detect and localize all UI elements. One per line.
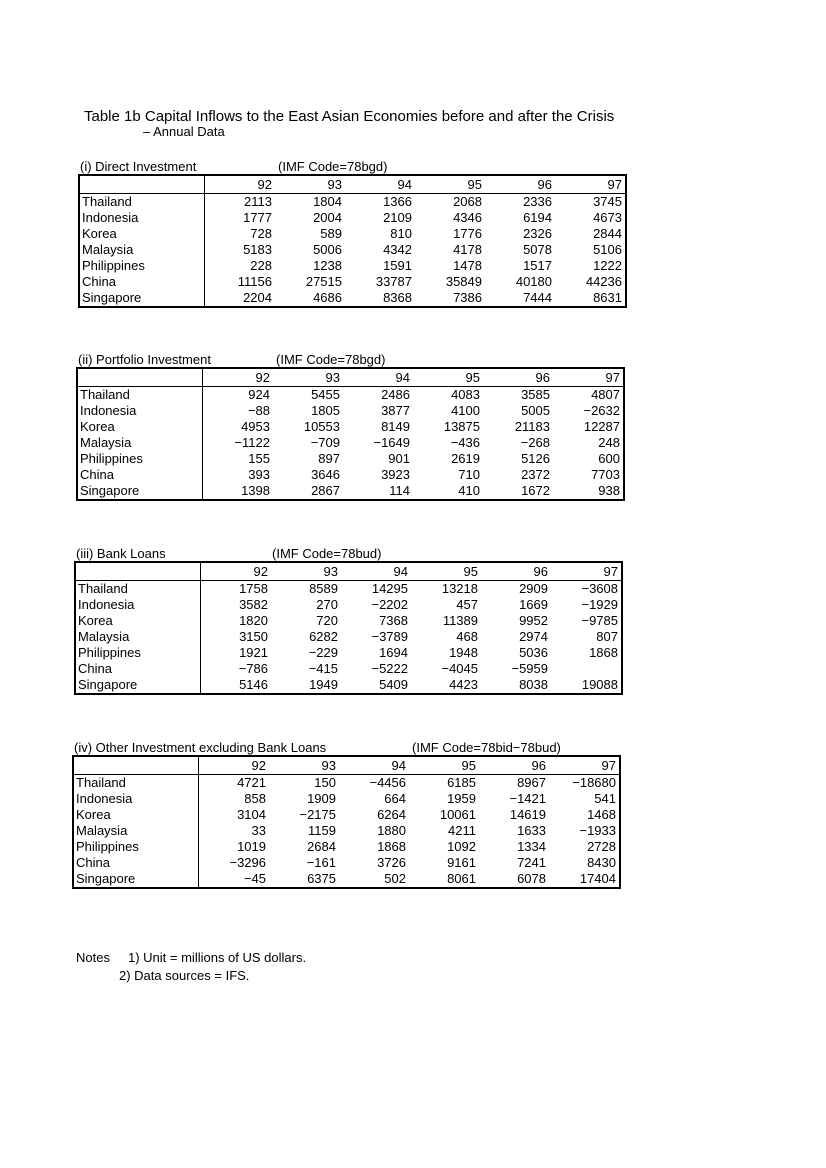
header-row <box>73 756 620 775</box>
value-cell: 6194 <box>523 210 552 225</box>
table-row <box>75 677 622 694</box>
table-row <box>79 210 626 226</box>
year-header: 96 <box>485 175 555 194</box>
value-cell: 924 <box>248 387 270 402</box>
value-cell: 2486 <box>381 387 410 402</box>
year-header: 92 <box>205 175 276 194</box>
table-row <box>79 274 626 290</box>
value-cell: 1092 <box>447 839 476 854</box>
value-cell <box>551 661 622 677</box>
value-cell: 13875 <box>443 419 480 434</box>
value-cell: 664 <box>384 791 406 806</box>
country-name: Singapore <box>75 677 201 694</box>
value-cell: 3726 <box>377 855 406 870</box>
country-name: Malaysia <box>79 242 205 258</box>
year-header: 94 <box>339 756 409 775</box>
value-cell: 1777 <box>243 210 272 225</box>
value-cell: 468 <box>456 629 478 644</box>
table-row <box>77 483 624 500</box>
value-cell: 4423 <box>449 677 478 692</box>
country-name: Indonesia <box>77 403 203 419</box>
value-cell: 1776 <box>453 226 482 241</box>
value-cell: 4346 <box>453 210 482 225</box>
table-row <box>75 629 622 645</box>
table-row <box>77 435 624 451</box>
country-name: Thailand <box>73 775 199 792</box>
value-cell: 27515 <box>305 274 342 289</box>
country-name: Singapore <box>73 871 199 888</box>
value-cell: 1366 <box>383 194 412 209</box>
value-cell: 807 <box>596 629 618 644</box>
value-cell: 6375 <box>307 871 336 886</box>
value-cell: −1421 <box>509 791 546 806</box>
section-name: (iv) Other Investment excluding Bank Loans <box>74 740 327 755</box>
value-cell: 3877 <box>381 403 410 418</box>
country-name: Singapore <box>77 483 203 500</box>
value-cell: 1805 <box>311 403 340 418</box>
country-name: Philippines <box>73 839 199 855</box>
country-name: Philippines <box>77 451 203 467</box>
header-row <box>77 368 624 387</box>
value-cell: 14619 <box>509 807 546 822</box>
value-cell: −2632 <box>583 403 620 418</box>
data-table <box>76 367 625 501</box>
value-cell: −3608 <box>581 581 618 596</box>
value-cell: 14295 <box>371 581 408 596</box>
section-heading <box>78 159 627 174</box>
header-row <box>75 562 622 581</box>
value-cell: 938 <box>598 483 620 498</box>
year-header: 93 <box>273 368 343 387</box>
value-cell: 9952 <box>519 613 548 628</box>
table-row <box>73 807 620 823</box>
table-row <box>79 290 626 307</box>
value-cell: 2974 <box>519 629 548 644</box>
value-cell: 3646 <box>311 467 340 482</box>
value-cell: 8149 <box>381 419 410 434</box>
value-cell: 4211 <box>448 823 476 838</box>
value-cell: 1921 <box>239 645 268 660</box>
year-header: 93 <box>271 562 341 581</box>
value-cell: 901 <box>388 451 410 466</box>
table-row <box>79 258 626 274</box>
value-cell: 1868 <box>377 839 406 854</box>
corner-cell <box>73 756 199 775</box>
table-row <box>75 613 622 629</box>
section-heading <box>76 352 625 367</box>
value-cell: 5006 <box>313 242 342 257</box>
header-row <box>79 175 626 194</box>
country-name: Thailand <box>75 581 201 598</box>
country-name: Malaysia <box>75 629 201 645</box>
section-portfolio-investment <box>76 352 625 501</box>
value-cell: 3585 <box>521 387 550 402</box>
value-cell: 457 <box>456 597 478 612</box>
table-row <box>73 823 620 839</box>
section-direct-investment <box>78 159 627 308</box>
value-cell: 502 <box>384 871 406 886</box>
value-cell: 2326 <box>523 226 552 241</box>
value-cell: 5455 <box>311 387 340 402</box>
value-cell: −1122 <box>234 435 270 450</box>
value-cell: 1238 <box>313 258 342 273</box>
value-cell: 114 <box>389 483 410 498</box>
section-other-investment <box>72 740 621 889</box>
country-name: Philippines <box>79 258 205 274</box>
value-cell: 1948 <box>449 645 478 660</box>
value-cell: 2372 <box>521 467 550 482</box>
section-heading <box>72 740 621 755</box>
value-cell: 8061 <box>447 871 476 886</box>
country-name: Indonesia <box>73 791 199 807</box>
value-cell: 5106 <box>593 242 622 257</box>
value-cell: 4673 <box>593 210 622 225</box>
value-cell: 4178 <box>453 242 482 257</box>
value-cell: 710 <box>458 467 480 482</box>
value-cell: 810 <box>390 226 412 241</box>
country-name: Malaysia <box>77 435 203 451</box>
country-name: Korea <box>73 807 199 823</box>
corner-cell <box>79 175 205 194</box>
value-cell: 541 <box>594 791 616 806</box>
year-header: 95 <box>415 175 485 194</box>
value-cell: −5222 <box>371 661 408 676</box>
value-cell: −3789 <box>371 629 408 644</box>
value-cell: 1672 <box>521 483 550 498</box>
value-cell: 5146 <box>239 677 268 692</box>
year-header: 92 <box>201 562 272 581</box>
value-cell: 13218 <box>441 581 478 596</box>
year-header: 96 <box>481 562 551 581</box>
value-cell: 2068 <box>453 194 482 209</box>
section-name: (i) Direct Investment <box>80 159 197 174</box>
value-cell: 3745 <box>593 194 622 209</box>
value-cell: 12287 <box>583 419 620 434</box>
value-cell: −4456 <box>369 775 406 790</box>
year-header: 97 <box>553 368 624 387</box>
value-cell: 1694 <box>379 645 408 660</box>
table-row <box>73 791 620 807</box>
value-cell: 5183 <box>243 242 272 257</box>
value-cell: 8967 <box>517 775 546 790</box>
value-cell: 4083 <box>451 387 480 402</box>
value-cell: 8430 <box>587 855 616 870</box>
section-name: (ii) Portfolio Investment <box>78 352 211 367</box>
value-cell: 2909 <box>519 581 548 596</box>
value-cell: −45 <box>243 871 266 886</box>
value-cell: 1159 <box>308 823 336 838</box>
table-row <box>75 645 622 661</box>
value-cell: 6264 <box>377 807 406 822</box>
year-header: 97 <box>551 562 622 581</box>
value-cell: 600 <box>598 451 620 466</box>
section-name: (iii) Bank Loans <box>76 546 166 561</box>
table-title: Table 1b Capital Inflows to the East Asian Economies before and after the Crisis <box>84 108 615 125</box>
value-cell: 10553 <box>303 419 340 434</box>
value-cell: −786 <box>238 661 268 676</box>
value-cell: −436 <box>450 435 480 450</box>
country-name: Thailand <box>79 194 205 211</box>
country-name: Korea <box>75 613 201 629</box>
value-cell: 3923 <box>381 467 410 482</box>
value-cell: 35849 <box>445 274 482 289</box>
section-bank-loans <box>74 546 623 695</box>
value-cell: 21183 <box>514 419 550 434</box>
year-header: 94 <box>345 175 415 194</box>
value-cell: 1633 <box>517 823 546 838</box>
value-cell: 6185 <box>447 775 476 790</box>
value-cell: −229 <box>308 645 338 660</box>
table-row <box>79 242 626 258</box>
table-row <box>73 871 620 888</box>
year-header: 93 <box>275 175 345 194</box>
value-cell: 7703 <box>591 467 620 482</box>
table-row <box>75 661 622 677</box>
country-name: China <box>75 661 201 677</box>
year-header: 95 <box>413 368 483 387</box>
value-cell: 858 <box>244 791 266 806</box>
year-header: 92 <box>199 756 270 775</box>
value-cell: 270 <box>316 597 338 612</box>
value-cell: 1334 <box>517 839 546 854</box>
data-table <box>72 755 621 889</box>
country-name: China <box>79 274 205 290</box>
year-header: 97 <box>549 756 620 775</box>
value-cell: 4342 <box>383 242 412 257</box>
note-item: 2) Data sources = IFS. <box>119 968 250 983</box>
table-row <box>79 226 626 242</box>
value-cell: 1478 <box>453 258 482 273</box>
value-cell: 10061 <box>439 807 476 822</box>
value-cell: 2113 <box>244 194 272 209</box>
year-header: 95 <box>409 756 479 775</box>
value-cell: 7444 <box>523 290 552 305</box>
value-cell: 589 <box>320 226 342 241</box>
table-row <box>73 839 620 855</box>
table-subtitle: – Annual Data <box>143 124 225 139</box>
value-cell: 1804 <box>313 194 342 209</box>
imf-code: (IMF Code=78bgd) <box>278 159 388 174</box>
value-cell: 1868 <box>589 645 618 660</box>
value-cell: 4953 <box>241 419 270 434</box>
value-cell: −5959 <box>511 661 548 676</box>
country-name: Malaysia <box>73 823 199 839</box>
value-cell: 5036 <box>519 645 548 660</box>
value-cell: 2004 <box>313 210 342 225</box>
table-row <box>75 597 622 613</box>
value-cell: 1669 <box>519 597 548 612</box>
data-table <box>74 561 623 695</box>
value-cell: 33 <box>251 823 266 838</box>
value-cell: 5005 <box>521 403 550 418</box>
value-cell: −88 <box>247 403 270 418</box>
country-name: Singapore <box>79 290 205 307</box>
value-cell: 897 <box>318 451 340 466</box>
value-cell: 1909 <box>307 791 336 806</box>
value-cell: 11156 <box>237 274 272 289</box>
value-cell: 2336 <box>523 194 552 209</box>
value-cell: 410 <box>458 483 480 498</box>
value-cell: −2175 <box>299 807 336 822</box>
year-header: 92 <box>203 368 274 387</box>
table-row <box>77 387 624 404</box>
value-cell: 5126 <box>521 451 550 466</box>
year-header: 97 <box>555 175 626 194</box>
table-row <box>77 451 624 467</box>
value-cell: −1649 <box>373 435 410 450</box>
value-cell: 1222 <box>593 258 622 273</box>
note-item: 1) Unit = millions of US dollars. <box>128 950 307 965</box>
value-cell: 1959 <box>447 791 476 806</box>
country-name: China <box>73 855 199 871</box>
value-cell: 5078 <box>523 242 552 257</box>
value-cell: 8589 <box>309 581 338 596</box>
value-cell: 8631 <box>593 290 622 305</box>
value-cell: 4721 <box>237 775 266 790</box>
value-cell: 3150 <box>239 629 268 644</box>
value-cell: 3582 <box>239 597 268 612</box>
value-cell: 2619 <box>451 451 480 466</box>
value-cell: 155 <box>248 451 270 466</box>
country-name: Korea <box>77 419 203 435</box>
value-cell: 2844 <box>593 226 622 241</box>
table-row <box>73 855 620 871</box>
value-cell: −415 <box>308 661 338 676</box>
data-table <box>78 174 627 308</box>
year-header: 96 <box>483 368 553 387</box>
value-cell: 248 <box>598 435 620 450</box>
value-cell: 1820 <box>239 613 268 628</box>
value-cell: 9161 <box>447 855 476 870</box>
value-cell: 44236 <box>585 274 622 289</box>
value-cell: 6282 <box>309 629 338 644</box>
year-header: 94 <box>343 368 413 387</box>
value-cell: 393 <box>248 467 270 482</box>
value-cell: −2202 <box>371 597 408 612</box>
value-cell: 1398 <box>241 483 270 498</box>
value-cell: −1933 <box>579 823 616 838</box>
notes-label: Notes <box>76 950 110 965</box>
imf-code: (IMF Code=78bgd) <box>276 352 386 367</box>
value-cell: 17404 <box>579 871 616 886</box>
table-row <box>77 403 624 419</box>
value-cell: 2684 <box>307 839 336 854</box>
corner-cell <box>77 368 203 387</box>
value-cell: 4807 <box>591 387 620 402</box>
value-cell: −161 <box>306 855 336 870</box>
country-name: Thailand <box>77 387 203 404</box>
value-cell: 7241 <box>517 855 546 870</box>
year-header: 96 <box>479 756 549 775</box>
value-cell: 150 <box>314 775 336 790</box>
year-header: 95 <box>411 562 481 581</box>
table-row <box>73 775 620 792</box>
value-cell: 8038 <box>519 677 548 692</box>
value-cell: 1517 <box>523 258 552 273</box>
table-row <box>77 419 624 435</box>
imf-code: (IMF Code=78bid−78bud) <box>412 740 561 755</box>
value-cell: 11389 <box>442 613 478 628</box>
value-cell: 4100 <box>451 403 480 418</box>
country-name: Philippines <box>75 645 201 661</box>
value-cell: 6078 <box>517 871 546 886</box>
country-name: Indonesia <box>79 210 205 226</box>
value-cell: 1468 <box>587 807 616 822</box>
value-cell: 1880 <box>377 823 406 838</box>
year-header: 93 <box>269 756 339 775</box>
value-cell: −9785 <box>581 613 618 628</box>
country-name: Korea <box>79 226 205 242</box>
imf-code: (IMF Code=78bud) <box>272 546 382 561</box>
value-cell: −268 <box>520 435 550 450</box>
value-cell: 33787 <box>375 274 412 289</box>
year-header: 94 <box>341 562 411 581</box>
value-cell: 2109 <box>383 210 412 225</box>
value-cell: 1591 <box>383 258 412 273</box>
table-row <box>79 194 626 211</box>
value-cell: 3104 <box>237 807 266 822</box>
country-name: China <box>77 467 203 483</box>
value-cell: −3296 <box>229 855 266 870</box>
value-cell: 7368 <box>379 613 408 628</box>
country-name: Indonesia <box>75 597 201 613</box>
value-cell: 2728 <box>587 839 616 854</box>
value-cell: 4686 <box>313 290 342 305</box>
value-cell: 5409 <box>379 677 408 692</box>
value-cell: 1758 <box>239 581 268 596</box>
value-cell: 2204 <box>243 290 272 305</box>
value-cell: 8368 <box>383 290 412 305</box>
value-cell: 2867 <box>311 483 340 498</box>
value-cell: −1929 <box>581 597 618 612</box>
table-row <box>75 581 622 598</box>
value-cell: 1019 <box>237 839 266 854</box>
section-heading <box>74 546 623 561</box>
value-cell: −4045 <box>441 661 478 676</box>
table-row <box>77 467 624 483</box>
value-cell: 720 <box>316 613 338 628</box>
corner-cell <box>75 562 201 581</box>
value-cell: 728 <box>250 226 272 241</box>
value-cell: −709 <box>310 435 340 450</box>
value-cell: 40180 <box>515 274 552 289</box>
value-cell: 19088 <box>581 677 618 692</box>
value-cell: 7386 <box>453 290 482 305</box>
value-cell: −18680 <box>572 775 616 790</box>
value-cell: 228 <box>250 258 272 273</box>
value-cell: 1949 <box>309 677 338 692</box>
